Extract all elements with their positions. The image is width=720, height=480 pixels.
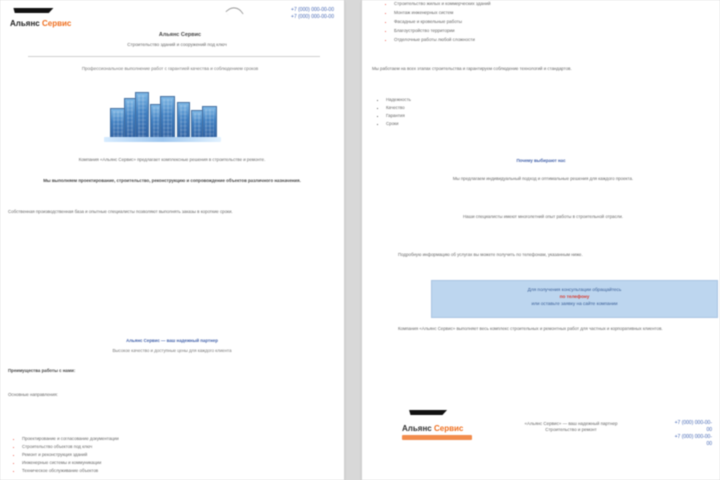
paragraph-block: [8, 178, 336, 184]
divider-line: [28, 56, 320, 57]
list-item: • Гарантия: [386, 113, 492, 119]
paragraph-line: Мы выполняем проектирование, строительство, реконструкцию и сопровождение объектов различного назначения.: [43, 178, 301, 183]
list-item: • Благоустройство территории: [394, 27, 694, 34]
lead-paragraph: Подробную информацию об услугах вы можете получить по телефонам, указанным ниже.: [398, 252, 583, 257]
footer-text: [496, 421, 646, 433]
footer-line: «Альянс Сервис» — ваш надежный партнер: [524, 421, 618, 426]
page-title: Альянс Сервис: [158, 32, 202, 38]
list-item: • Проектирование и согласование документации: [22, 436, 336, 442]
callout-line: или оставьте заявку на сайте компании: [531, 301, 618, 306]
building-icon: [160, 96, 175, 140]
footer-brand: Альянс Сервис: [402, 424, 464, 433]
header-phone: +7 (000) 000-00-00 +7 (000) 000-00-00: [291, 7, 334, 20]
signature-icon: [225, 3, 243, 21]
footer-phone: +7 (000) 000-00-00 +7 (000) 000-00-00: [674, 420, 712, 447]
building-illustration: [104, 89, 221, 142]
callout-line: Для получения консультации обращайтесь: [527, 287, 622, 292]
footer-logo: [402, 410, 486, 446]
building-icon: [135, 92, 149, 140]
left-page: [0, 0, 344, 480]
center-heading: Почему выбирают нас: [516, 158, 566, 163]
advantages-title: Преимущества работы с нами:: [8, 368, 76, 373]
building-base: [104, 137, 221, 142]
intro-text: Профессиональное выполнение работ с гарантией качества и соблюдением сроков: [81, 66, 259, 71]
advantages-list: [8, 436, 336, 474]
page-subtitle: Строительство зданий и сооружений под ключ: [127, 42, 227, 47]
list-item: • Инженерные системы и коммуникации: [22, 460, 336, 466]
advantages-heading: Основные направления:: [8, 392, 58, 397]
paragraph-line: Собственная производственная база и опытные специалисты позволяют выполнять заказы в короткие сроки.: [8, 209, 233, 214]
building-icon: [177, 102, 190, 140]
right-paragraph: Мы работаем на всех этапах строительства и гарантируем соблюдение технологий и стандартов.: [372, 66, 572, 71]
footer-accent-bar: [402, 435, 472, 440]
top-service-list: [380, 0, 694, 45]
list-item: • Строительство объектов под ключ: [22, 444, 336, 450]
right-page: [362, 0, 720, 480]
final-paragraph: Компания «Альянс Сервис» выполняет весь комплекс строительных и ремонтных работ для частных и корпоративных клиентов.: [398, 326, 663, 331]
list-item: • Техническое обслуживание объектов: [22, 468, 336, 474]
logo-text: Альянс Сервис: [10, 19, 72, 28]
bullet-list-block: [372, 97, 492, 129]
callout-highlight: по телефону: [559, 294, 590, 299]
paragraph-line: Компания «Альянс Сервис» предлагает комплексные решения в строительстве и ремонте.: [78, 157, 266, 162]
paragraph-block: [8, 209, 336, 215]
list-item: • Строительство жилых и коммерческих зданий: [394, 0, 694, 7]
building-icon: [202, 106, 217, 140]
list-item: • Качество: [386, 105, 492, 111]
section-title: Альянс Сервис — ваш надежный партнер: [126, 338, 218, 343]
section-subtitle: Высокое качество и доступные цены для каждого клиента: [112, 348, 232, 353]
list-item: • Отделочные работы любой сложности: [394, 36, 694, 43]
company-logo: [10, 8, 76, 36]
bullet-list: [372, 97, 492, 127]
list-item: • Фасадные и кровельные работы: [394, 18, 694, 25]
paragraph-block: [8, 157, 336, 163]
footer-line: Строительство и ремонт: [545, 427, 597, 432]
list-item: • Сроки: [386, 121, 492, 127]
contact-callout: [431, 280, 718, 318]
center-paragraph: Наши специалисты имеют многолетний опыт работы в строительной отрасли.: [462, 214, 624, 219]
center-paragraph: Мы предлагаем индивидуальный подход и оптимальные решения для каждого проекта.: [452, 176, 634, 181]
list-item: • Ремонт и реконструкция зданий: [22, 452, 336, 458]
top-list-block: [362, 0, 720, 60]
advantages-list-block: [8, 436, 336, 476]
list-item: • Надежность: [386, 97, 492, 103]
list-item: • Монтаж инженерных систем: [394, 9, 694, 16]
